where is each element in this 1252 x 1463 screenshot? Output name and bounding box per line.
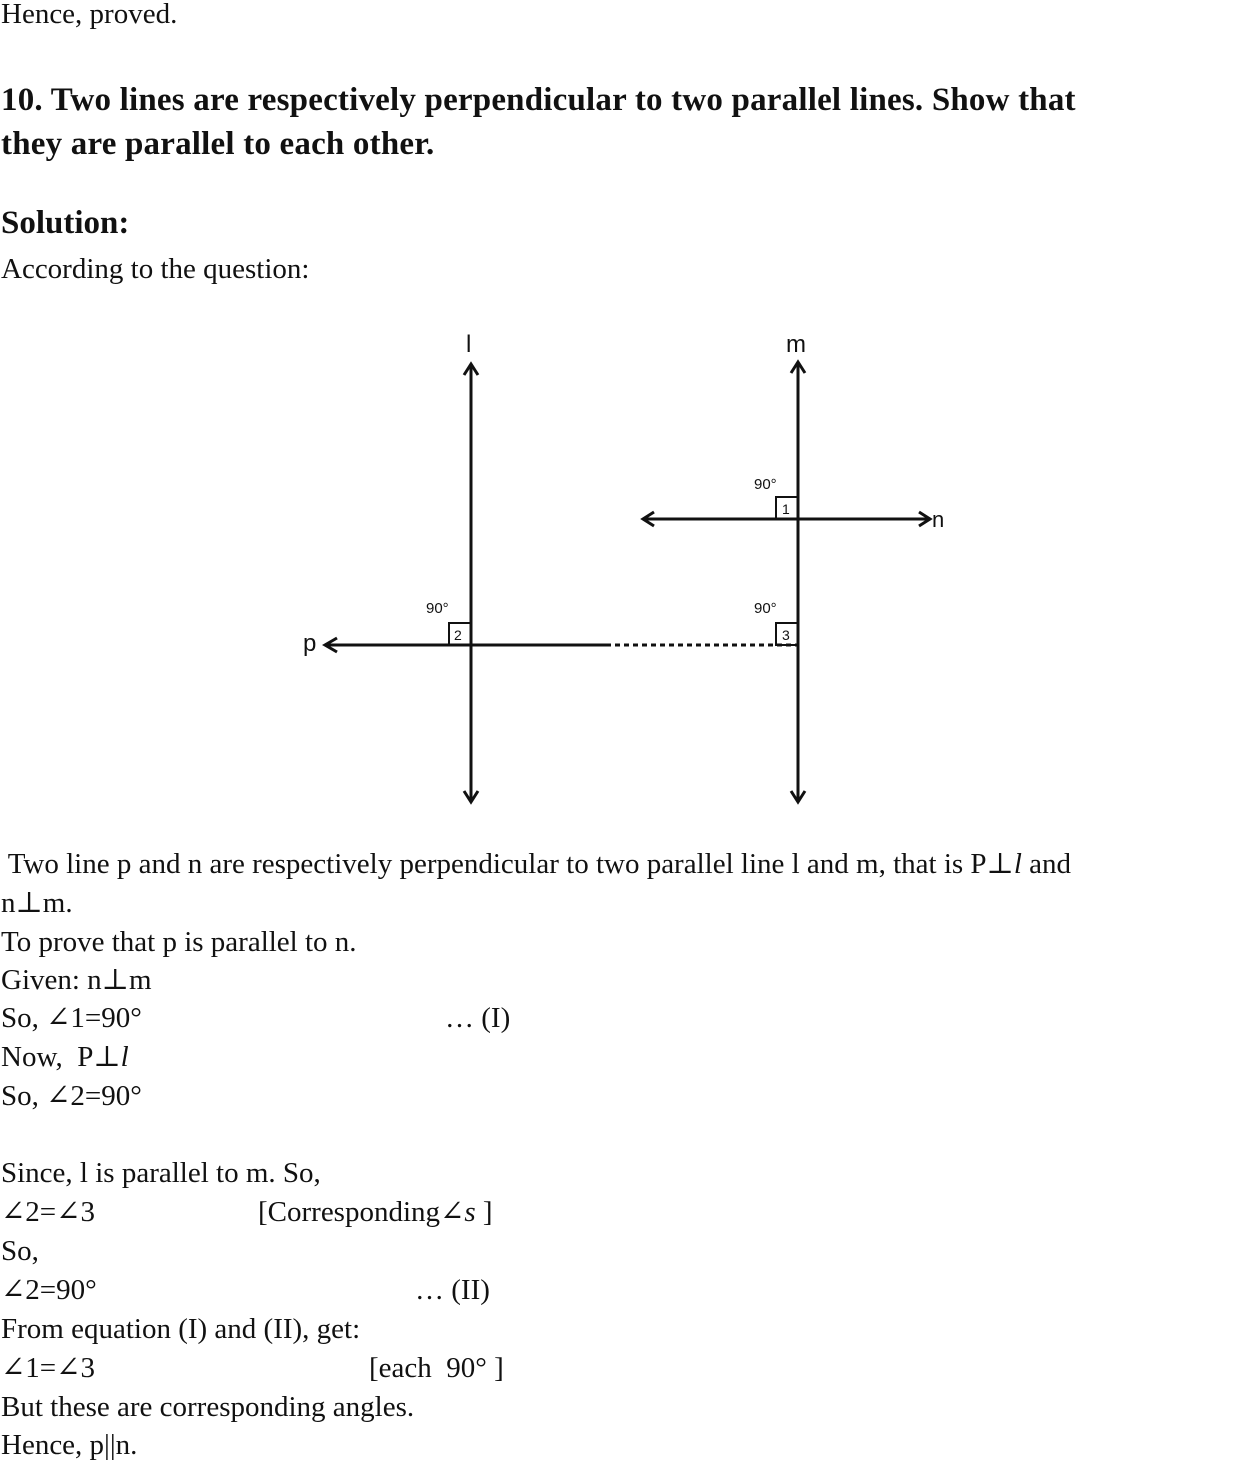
reason-suffix: ] [475, 1196, 493, 1228]
equation-13-reason: [each 90° ] [369, 1352, 504, 1384]
label-n: n [932, 507, 945, 532]
given-text: Given: n⊥m [1, 964, 152, 996]
intro-text: According to the question: [1, 253, 310, 285]
label-p: p [303, 630, 317, 657]
solution-heading: Solution: [1, 205, 130, 241]
statement-end: and [1021, 848, 1072, 880]
so-text: So, [1, 1235, 39, 1267]
now-text [1, 1039, 129, 1075]
statement-line-2: n⊥m. [1, 887, 73, 919]
angle-3-number: 3 [782, 627, 790, 643]
reason-italic-s: s [464, 1196, 476, 1228]
corresponding-angles-text: But these are corresponding angles. [1, 1391, 415, 1423]
statement-italic-l: l [1013, 848, 1022, 880]
from-equation-text: From equation (I) and (II), get: [1, 1313, 361, 1345]
conclusion-text: Hence, p||n. [1, 1429, 138, 1461]
equation-1-left: So, ∠1=90° [1, 1002, 142, 1034]
statement-line-1 [1, 846, 1071, 882]
previous-conclusion: Hence, proved. [1, 0, 178, 30]
angle-1-degree: 90° [754, 476, 777, 493]
statement-text: Two line p and n are respectively perpendicular to two parallel line l and m, that is P⊥ [1, 848, 1014, 880]
now-label: Now, P⊥ [1, 1041, 121, 1073]
label-l: l [466, 331, 472, 358]
reason-prefix: [Corresponding∠ [258, 1196, 465, 1228]
since-text: Since, l is parallel to m. So, [1, 1157, 321, 1189]
angle-3-degree: 90° [754, 600, 777, 617]
equation-2b-left: ∠2=90° [1, 1274, 97, 1306]
question-line-2: they are parallel to each other. [1, 126, 435, 162]
question-line-1: 10. Two lines are respectively perpendicular to two parallel lines. Show that [1, 82, 1076, 118]
now-italic-l: l [120, 1041, 129, 1073]
angle-2-degree: 90° [426, 600, 449, 617]
equation-2b-ref: … (II) [415, 1274, 490, 1306]
to-prove-text: To prove that p is parallel to n. [1, 926, 357, 958]
equation-23-reason [258, 1194, 493, 1230]
angle-2-number: 2 [454, 627, 462, 643]
equation-13-left: ∠1=∠3 [1, 1352, 95, 1384]
angle-1-number: 1 [782, 501, 790, 517]
equation-2-text: So, ∠2=90° [1, 1080, 142, 1112]
label-m: m [786, 331, 806, 358]
equation-23-left: ∠2=∠3 [1, 1196, 95, 1228]
equation-1-ref: … (I) [445, 1002, 511, 1034]
